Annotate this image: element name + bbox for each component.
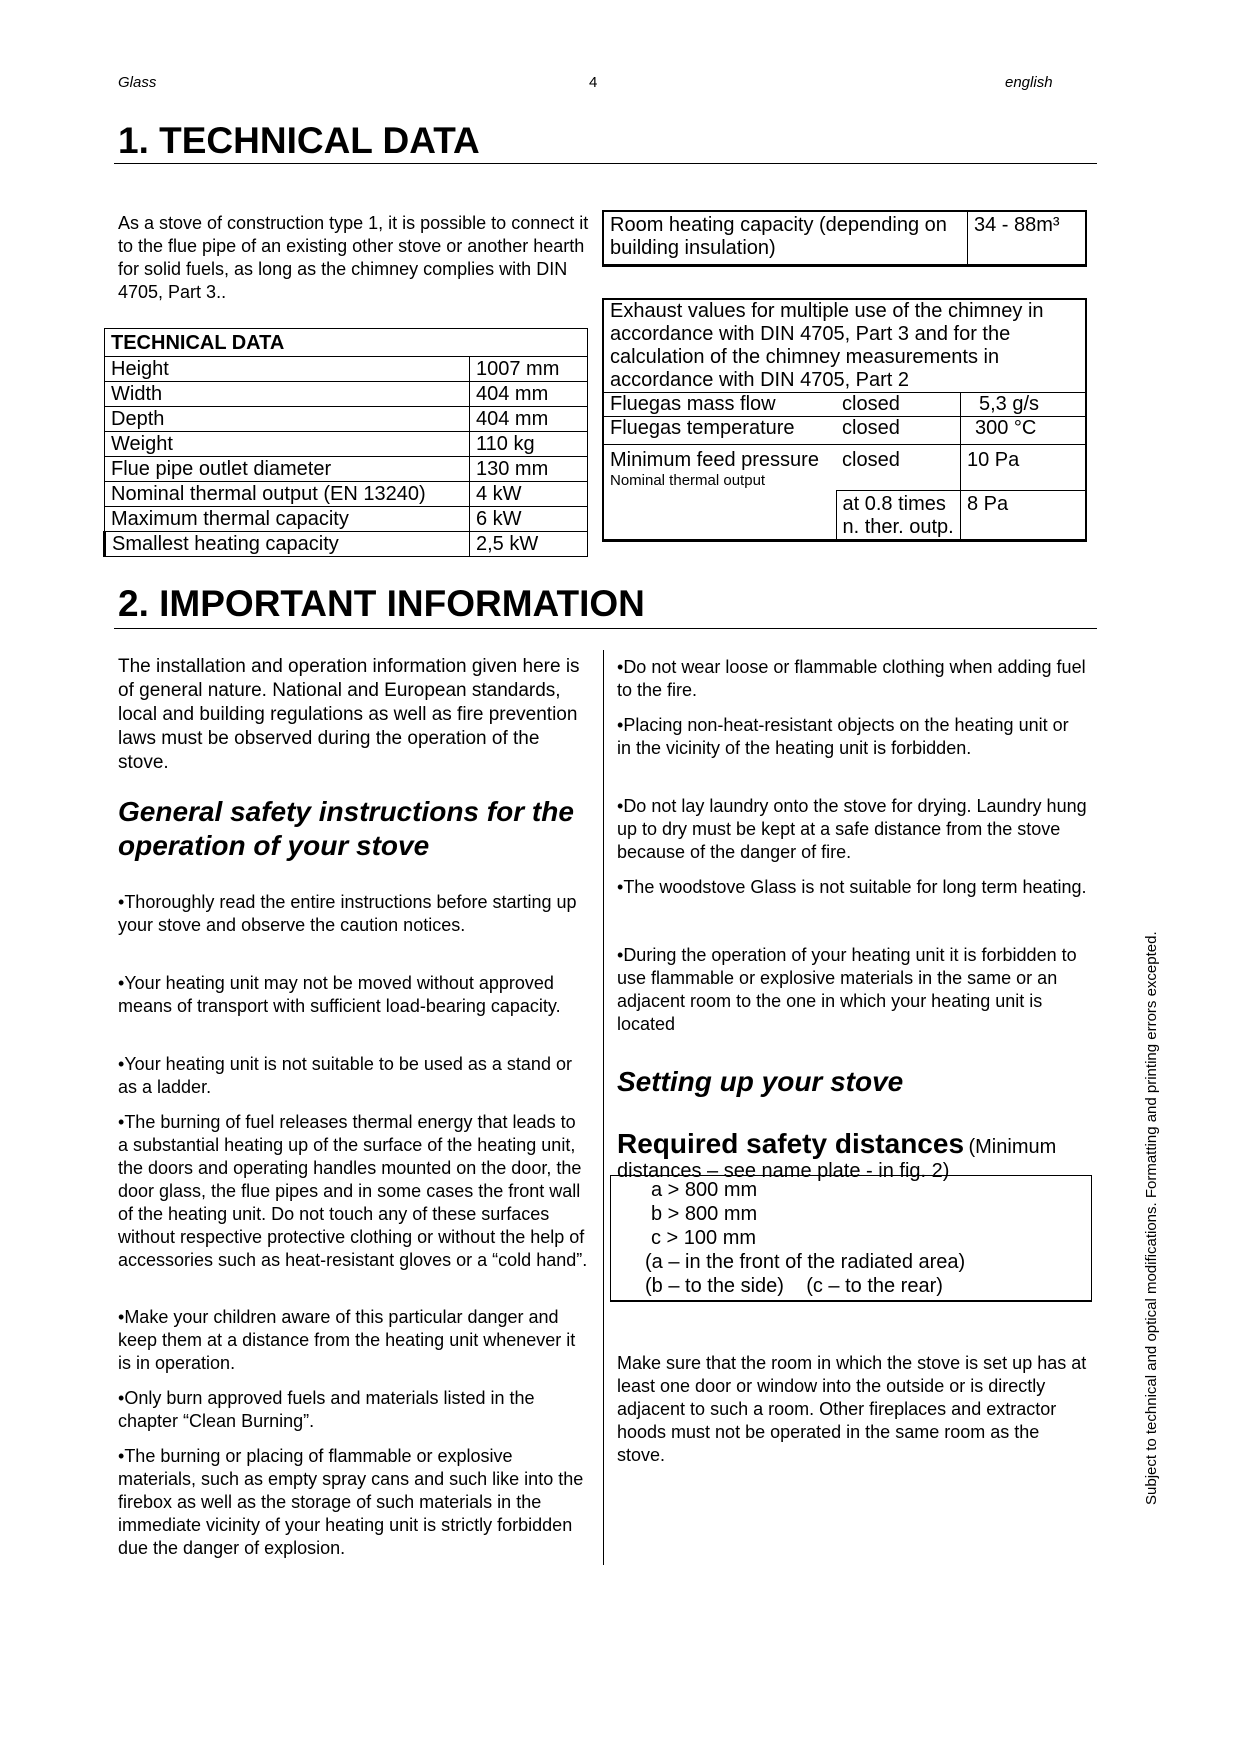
table-row — [105, 457, 588, 482]
list-item-text: Only burn approved fuels and materials listed in the chapter “Clean Burning”. — [118, 1388, 535, 1431]
exhaust-sublabel: Nominal thermal output — [610, 472, 766, 489]
bullet-icon: • — [617, 796, 624, 816]
list-item-text: Do not lay laundry onto the stove for drying. Laundry hung up to dry must be kept at a safe distance from the stove because of the danger of fire. — [617, 796, 1087, 862]
list-item-text: Your heating unit may not be moved without approved means of transport with sufficient load-bearing capacity. — [118, 973, 561, 1016]
exhaust-label-cell — [603, 445, 836, 491]
section-1-intro: As a stove of construction type 1, it is possible to connect it to the flue pipe of an existing other stove or another hearth for solid fuels, as long as the chimney complies with DIN 4705, Part 3.. — [118, 213, 589, 302]
bullet-icon: • — [118, 1446, 125, 1466]
table-row — [105, 432, 588, 457]
setup-heading: Setting up your stove — [617, 1066, 904, 1097]
header-page-number: 4 — [589, 74, 598, 91]
exhaust-condition: closed — [836, 445, 961, 491]
exhaust-condition: closed — [836, 393, 961, 417]
exhaust-value: 10 Pa — [961, 445, 1087, 491]
table-row — [603, 417, 1086, 445]
list-item — [118, 972, 588, 1018]
list-item — [617, 714, 1087, 760]
list-item — [118, 1306, 588, 1375]
table-row — [603, 445, 1086, 491]
room-heating-value: 34 - 88m³ — [968, 211, 1087, 266]
list-item — [617, 656, 1087, 702]
list-item — [118, 1111, 588, 1272]
exhaust-value: 8 Pa — [961, 490, 1087, 540]
header-language: english — [1005, 74, 1053, 91]
list-item-text: The burning of fuel releases thermal energy that leads to a substantial heating up of the surface of the heating unit, the doors and operating handles mounted on the door, the door glass, the flue pipes and in some cases the front wall of the heating unit. Do not touch any of these surfaces without respective protective clothing or without the help of accessories such as heat-resistant gloves or a “cold hand”. — [118, 1112, 588, 1270]
distances-box — [610, 1175, 1092, 1302]
distance-a: a > 800 mm — [651, 1179, 758, 1201]
exhaust-values-table — [602, 298, 1087, 542]
distances-subtitle-line: distances – see name plate - in fig. 2) — [617, 1160, 950, 1182]
exhaust-label: Fluegas temperature — [603, 417, 836, 445]
room-heating-table — [602, 210, 1087, 267]
table-row — [105, 482, 588, 507]
list-item-text: Placing non-heat-resistant objects on the heating unit or in the vicinity of the heating unit is forbidden. — [617, 715, 1069, 758]
distances-heading — [617, 1128, 1087, 1160]
list-item — [617, 795, 1087, 864]
row-label: Nominal thermal output (EN 13240) — [105, 482, 470, 507]
bullet-icon: • — [118, 892, 125, 912]
table-row — [105, 507, 588, 532]
distance-c: c > 100 mm — [651, 1227, 757, 1249]
list-item — [118, 1387, 588, 1433]
table-row — [105, 532, 588, 557]
row-label: Weight — [105, 432, 470, 457]
list-item — [118, 891, 588, 937]
table-row — [105, 382, 588, 407]
bullet-icon: • — [118, 973, 125, 993]
section-1-title: 1. TECHNICAL DATA — [118, 120, 480, 161]
bullet-icon: • — [617, 715, 624, 735]
list-item-text: Do not wear loose or flammable clothing when adding fuel to the fire. — [617, 657, 1086, 700]
column-divider — [603, 650, 604, 1565]
row-value: 2,5 kW — [470, 532, 588, 557]
list-item — [118, 1445, 588, 1560]
row-value: 404 mm — [470, 407, 588, 432]
bullet-icon: • — [118, 1054, 125, 1074]
technical-data-table — [103, 328, 588, 557]
list-item-text: The burning or placing of flammable or explosive materials, such as empty spray cans and such like into the firebox as well as the storage of such materials in the immediate vicinity of your heating unit is strictly forbidden due the danger of explosion. — [118, 1446, 584, 1558]
exhaust-value: 300 °C — [961, 417, 1087, 445]
list-item-text: The woodstove Glass is not suitable for long term heating. — [623, 877, 1087, 897]
list-item-text: Your heating unit is not suitable to be used as a stand or as a ladder. — [118, 1054, 572, 1097]
exhaust-condition: closed — [836, 417, 961, 445]
section-2-rule — [114, 628, 1097, 629]
row-value: 1007 mm — [470, 357, 588, 382]
safety-heading: General safety instructions for the operation of your stove — [118, 796, 574, 861]
table-row — [105, 407, 588, 432]
row-value: 6 kW — [470, 507, 588, 532]
header-doc-name: Glass — [118, 74, 157, 91]
row-label: Flue pipe outlet diameter — [105, 457, 470, 482]
bullet-icon: • — [617, 945, 624, 965]
bullet-icon: • — [118, 1388, 125, 1408]
row-value: 4 kW — [470, 482, 588, 507]
exhaust-condition: at 0.8 times n. ther. outp. — [836, 490, 961, 540]
bullet-icon: • — [118, 1112, 125, 1132]
distance-b: b > 800 mm — [651, 1203, 758, 1225]
table-row — [603, 393, 1086, 417]
section-2-title: 2. IMPORTANT INFORMATION — [118, 583, 645, 624]
closing-paragraph: Make sure that the room in which the stove is set up has at least one door or window into the outside or is directly adjacent to such a room. Other fireplaces and extractor hoods must not be operated in the same room as the stove. — [617, 1353, 1087, 1465]
list-item — [118, 1053, 588, 1099]
row-label: Width — [105, 382, 470, 407]
distances-subtitle: (Minimum — [968, 1136, 1057, 1158]
exhaust-header: Exhaust values for multiple use of the chimney in accordance with DIN 4705, Part 3 and for the calculation of the chimney measurements in accordance with DIN 4705, Part 2 — [610, 300, 1044, 391]
room-heating-label: Room heating capacity (depending on building insulation) — [610, 214, 947, 259]
distance-note-bc: (b – to the side) (c – to the rear) — [645, 1275, 943, 1297]
list-item-text: Make your children aware of this particular danger and keep them at a distance from the heating unit whenever it is in operation. — [118, 1307, 576, 1373]
table-row — [105, 357, 588, 382]
bullet-icon: • — [118, 1307, 125, 1327]
exhaust-value: 5,3 g/s — [961, 393, 1087, 417]
row-label: Depth — [105, 407, 470, 432]
list-item — [617, 876, 1087, 899]
section-1-rule — [114, 163, 1097, 164]
row-value: 110 kg — [470, 432, 588, 457]
exhaust-label: Fluegas mass flow — [603, 393, 836, 417]
exhaust-label: Minimum feed pressure — [610, 449, 819, 471]
side-disclaimer: Subject to technical and optical modifications. Formatting and printing errors excepted. — [1143, 931, 1160, 1505]
row-label: Height — [105, 357, 470, 382]
list-item-text: Thoroughly read the entire instructions before starting up your stove and observe the caution notices. — [118, 892, 577, 935]
list-item — [617, 944, 1087, 1036]
distances-title: Required safety distances — [617, 1128, 965, 1159]
distance-note-a: (a – in the front of the radiated area) — [645, 1251, 966, 1273]
list-item-text: During the operation of your heating unit it is forbidden to use flammable or explosive materials in the same or an adjacent room to the one in which your heating unit is located — [617, 945, 1077, 1034]
row-label: Maximum thermal capacity — [105, 507, 470, 532]
row-label: Smallest heating capacity — [105, 532, 470, 557]
section-2-intro: The installation and operation information given here is of general nature. National and European standards, local and building regulations as well as fire prevention laws must be observed during the operation of the stove. — [118, 656, 580, 773]
table-row — [603, 490, 1086, 540]
bullet-icon: • — [617, 657, 624, 677]
technical-data-table-title: TECHNICAL DATA — [105, 329, 588, 357]
row-value: 404 mm — [470, 382, 588, 407]
bullet-icon: • — [617, 877, 624, 897]
row-value: 130 mm — [470, 457, 588, 482]
